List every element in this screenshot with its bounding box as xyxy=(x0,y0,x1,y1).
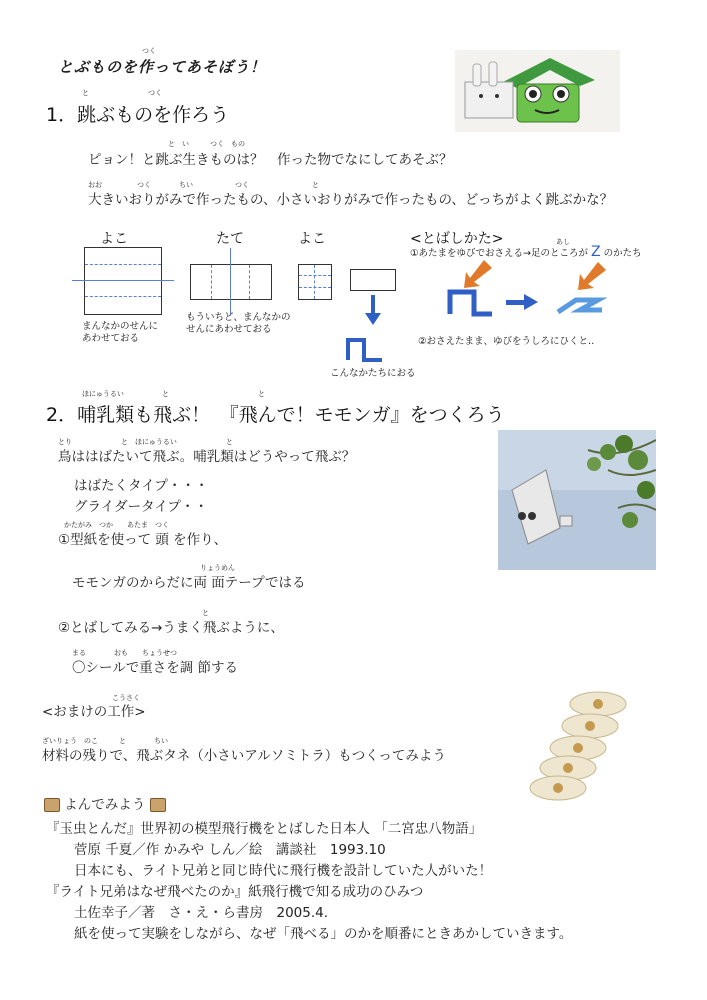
fold-square-1 xyxy=(84,247,162,315)
step1b-ruby: りょうめん xyxy=(200,564,235,572)
ruby-to: と xyxy=(82,89,89,97)
book1-desc: 日本にも、ライト兄弟と同じ時代に飛行機を設計していた人がいた！ xyxy=(74,863,493,879)
launch-diagram xyxy=(440,258,610,324)
book2-info: 土佐幸子／著 さ・え・ら書房 2005.4. xyxy=(74,905,329,921)
ruby-to-2b: と xyxy=(258,390,265,398)
ruby-to-2a: と xyxy=(162,390,169,398)
title-ruby: つく xyxy=(142,47,156,55)
step2b-text: 〇シールで重さを調 節する xyxy=(72,660,239,676)
book2-desc: 紙を使って実験をしながら、なぜ「飛べる」のかを順番にときあかしていきます。 xyxy=(74,926,573,942)
step1a-ruby: かたがみ つか あたま つく xyxy=(64,521,169,529)
arrow-down-icon xyxy=(364,295,382,327)
z-shape xyxy=(558,300,602,312)
note-2: もういちど、まんなかの せんにあわせておる xyxy=(186,312,291,335)
fold-result-rect xyxy=(350,269,396,291)
s2-line1-ruby: とり と ほにゅうるい と xyxy=(58,438,233,446)
origami-photo xyxy=(455,50,620,132)
section2-heading: 2．哺乳類も飛ぶ！ 『飛んで！モモンガ』をつくろう xyxy=(46,404,505,426)
note-3: こんなかたちにおる xyxy=(330,368,416,379)
book1-title: 『玉虫とんだ』世界初の模型飛行機をとばした日本人 「二宮忠八物語」 xyxy=(46,821,483,837)
step2a-text: ②とばしてみる→うまく飛ぶように、 xyxy=(58,620,284,636)
center-line xyxy=(72,280,174,281)
type-glider: グライダータイプ・・ xyxy=(74,499,208,515)
section1-heading: 1．跳ぶものを作ろう xyxy=(46,104,230,126)
step2b-ruby: まる おも ちょうせつ xyxy=(72,649,177,657)
step2a-ruby: と xyxy=(202,609,209,617)
tobashi-title: <とばしかた> xyxy=(410,231,504,247)
label-yoko-1: よこ xyxy=(100,231,128,247)
step1-text: ①あたまをゆびでおさえる→足のところが Z のかたち xyxy=(410,244,642,260)
step2-text: ②おさえたまま、ゆびをうしろにひくと‥ xyxy=(418,336,595,347)
label-tate: たて xyxy=(216,231,244,247)
section1-line1: ピョン！と跳ぶ生きものは？ 作った物でなにしてあそぶ？ xyxy=(88,152,453,168)
finger-arrow-2 xyxy=(578,262,606,290)
finger-arrow-1 xyxy=(464,260,492,288)
ruby-tsuku: つく xyxy=(148,89,162,97)
omake-ruby: こうさく xyxy=(112,694,140,702)
book-icon xyxy=(44,798,60,812)
omake-line-ruby: ざいりょう のこ と ちい xyxy=(42,737,168,745)
fold-rect-tate xyxy=(190,264,272,300)
note-1: まんなかのせんに あわせておる xyxy=(82,321,159,344)
section1-line2: 大きいおりがみで作ったもの、小さいおりがみで作ったもの、どっちがよく跳ぶかな？ xyxy=(88,192,614,208)
step1-ruby: あし xyxy=(556,238,570,246)
line2-ruby: おお つく ちい つく と xyxy=(88,181,319,189)
omake-heading: <おまけの工作> xyxy=(42,704,146,720)
step1b-text: モモンガのからだに両 面テープではる xyxy=(72,575,306,591)
section2-line1: 鳥ははばたいて飛ぶ。哺乳類はどうやって飛ぶ？ xyxy=(58,449,356,465)
folded-frog-1 xyxy=(450,292,492,314)
book-icon xyxy=(150,798,166,812)
fold-small-square xyxy=(298,264,332,300)
seeds-photo xyxy=(520,684,630,806)
omake-line: 材料の残りで、飛ぶタネ（小さいアルソミトラ）もつくってみよう xyxy=(42,748,446,764)
momonga-photo xyxy=(498,430,656,570)
rabbit-body xyxy=(465,82,513,118)
label-yoko-2: よこ xyxy=(298,231,326,247)
type-flapping: はばたくタイプ・・・ xyxy=(74,478,209,494)
folded-shape-icon xyxy=(346,336,386,364)
line1-ruby: と い つく もの xyxy=(168,140,245,148)
book2-title: 『ライト兄弟はなぜ飛べたのか』紙飛行機で知る成功のひみつ xyxy=(46,884,424,900)
arrow-right-icon xyxy=(524,294,538,310)
book1-info: 菅原 千夏／作 かみや しん／絵 講談社 1993.10 xyxy=(74,842,386,858)
reading-heading: よんでみよう xyxy=(44,793,166,813)
ruby-honyurui: ほにゅうるい xyxy=(82,390,124,398)
center-line-vertical xyxy=(230,248,231,314)
step1a-text: ①型紙を使って 頭 を作り、 xyxy=(58,532,228,548)
page-title: とぶものを作ってあそぼう！ xyxy=(58,58,267,76)
